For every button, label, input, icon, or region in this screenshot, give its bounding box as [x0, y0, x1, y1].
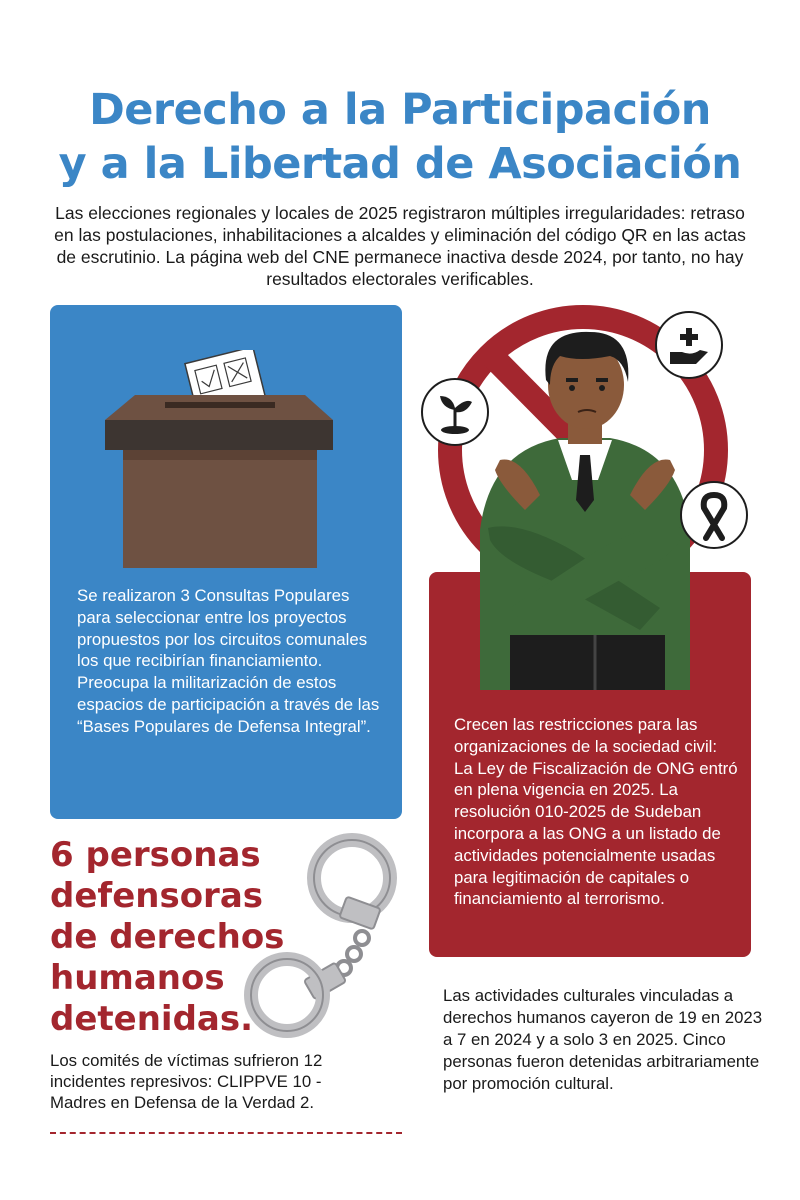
- highlight-line-1: 6 personas: [50, 835, 261, 875]
- highlight-line-4: humanos: [50, 958, 225, 998]
- highlight-line-3: de derechos: [50, 917, 285, 957]
- health-aid-icon: [656, 312, 722, 378]
- intro-paragraph: Las elecciones regionales y locales de 2025 registraron múltiples irregularidades: retraso en las postulaciones, inhabilitaciones a alcaldes y eliminación del código QR en las actas de escrutinio. La página web del CNE permanece inactiva desde 2024, por tanto, no hay resultados electorales verificables.: [54, 203, 746, 289]
- highlight-line-2: defensoras: [50, 876, 263, 916]
- man-crossing-arms-illustration: [400, 290, 780, 690]
- highlight-line-5: detenidas.: [50, 999, 254, 1039]
- handcuffs-icon: [232, 830, 402, 1040]
- title-line-1: Derecho a la Participación: [89, 85, 711, 135]
- title-line-2: y a la Libertad de Asociación: [58, 139, 742, 189]
- ngo-restrictions-text: Crecen las restricciones para las organizaciones de la sociedad civil: La Ley de Fiscalización de ONG entró en plena vigencia en 2025. La resolución 010-2025 de Sudeban incorpora a las ONG a un listado de actividades potencialmente usadas para legitimación de capitales o financiamiento al terrorismo.: [454, 715, 738, 909]
- dashed-divider: [50, 1132, 402, 1134]
- plant-icon: [422, 379, 488, 445]
- ballot-box-icon: [105, 350, 335, 570]
- consultas-populares-text: Se realizaron 3 Consultas Populares para seleccionar entre los proyectos propuestos por los circuitos comunales los que recibirían financiamiento. Preocupa la militarización de estos espacios de participación a través de las “Bases Populares de Defensa Integral”.: [77, 586, 380, 736]
- cultural-activities-text: Las actividades culturales vinculadas a derechos humanos cayeron de 19 en 2023 a 7 en 2024 y a solo 3 en 2025. Cinco personas fueron detenidas arbitrariamente por promoción cultural.: [443, 986, 763, 1093]
- victims-committees-text: Los comités de víctimas sufrieron 12 incidentes represivos: CLIPPVE 10 - Madres en Defensa de la Verdad 2.: [50, 1051, 323, 1112]
- ribbon-icon: [681, 482, 747, 548]
